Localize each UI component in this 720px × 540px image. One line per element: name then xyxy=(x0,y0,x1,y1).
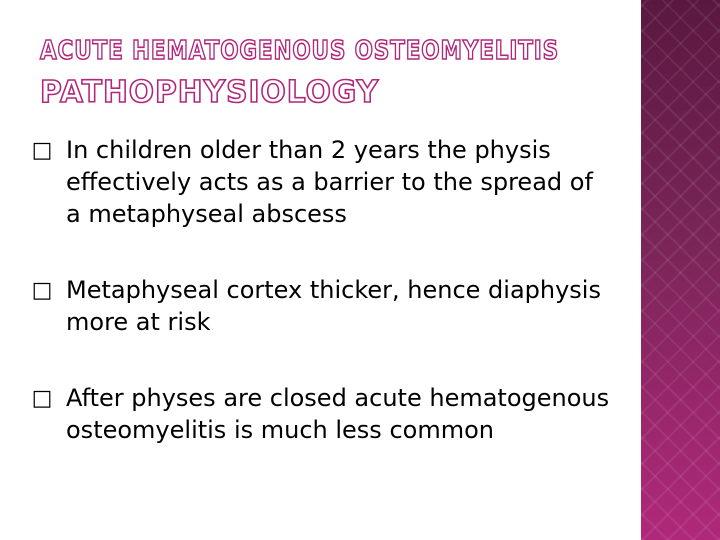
title-line-1: ACUTE HEMATOGENOUS OSTEOMYELITIS xyxy=(40,36,560,66)
bullet-text: After physes are closed acute hematogenous osteomyelitis is much less common xyxy=(66,384,610,444)
bullet-text: Metaphyseal cortex thicker, hence diaphysis more at risk xyxy=(66,276,601,336)
title-line-2: PATHOPHYSIOLOGY xyxy=(40,75,380,110)
decorative-side-panel xyxy=(641,0,720,540)
bullet-item xyxy=(30,134,610,230)
square-bullet-icon: □ xyxy=(31,278,53,303)
slide-title xyxy=(40,38,600,108)
bullet-item xyxy=(30,274,610,338)
square-bullet-icon: □ xyxy=(31,386,53,411)
bullet-text: In children older than 2 years the physis effectively acts as a barrier to the spread of a metaphyseal abscess xyxy=(66,136,593,228)
bullet-item xyxy=(30,382,610,446)
square-bullet-icon: □ xyxy=(31,138,53,163)
bullet-list xyxy=(30,134,610,446)
